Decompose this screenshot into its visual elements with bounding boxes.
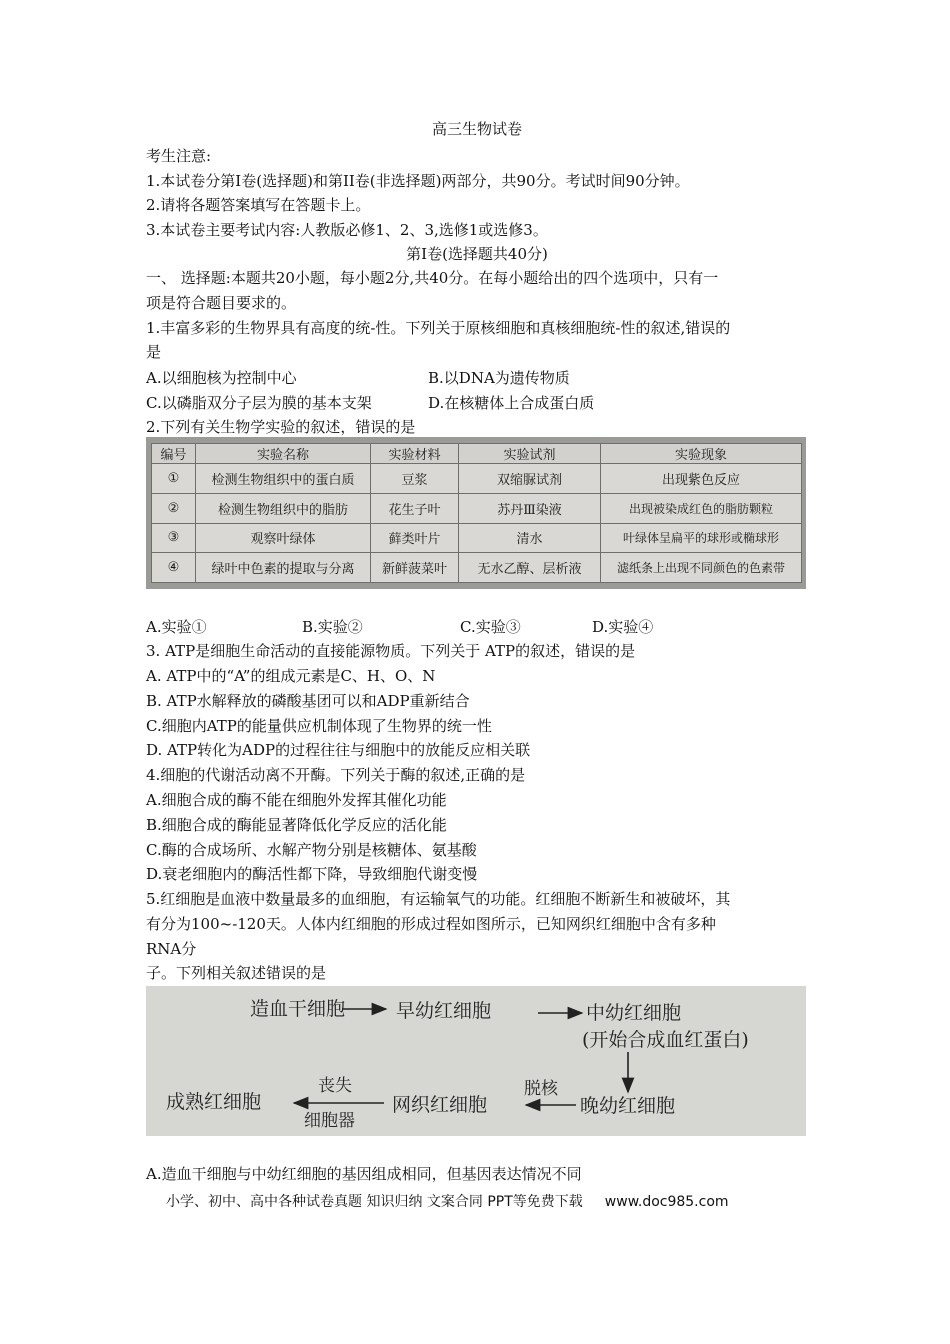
footer-site-link[interactable]: www.doc985.com bbox=[604, 1194, 729, 1210]
exam-title: 高三生物试卷 bbox=[431, 120, 522, 138]
question-5-stem: 子。下列相关叙述错误的是 bbox=[146, 964, 327, 982]
table-cell: 滤纸条上出现不同颜色的色素带 bbox=[601, 553, 802, 583]
section-intro: 一、 选择题:本题共20小题，每小题2分,共40分。在每小题给出的四个选项中，只有一 bbox=[146, 269, 719, 287]
table-cell: 绿叶中色素的提取与分离 bbox=[196, 553, 371, 583]
table-cell: 豆浆 bbox=[371, 464, 459, 494]
table-header: 编号 bbox=[152, 444, 196, 464]
node-early-erythroblast: 早幼红细胞 bbox=[396, 1000, 492, 1022]
label-lose: 丧失 bbox=[318, 1076, 352, 1096]
notice-heading: 考生注意: bbox=[146, 147, 212, 165]
table-cell: ② bbox=[152, 493, 196, 523]
table-header: 实验试剂 bbox=[459, 444, 601, 464]
notice-item: 2.请将各题答案填写在答题卡上。 bbox=[146, 196, 371, 214]
table-row bbox=[152, 464, 802, 494]
table-cell: 检测生物组织中的蛋白质 bbox=[196, 464, 371, 494]
table-row bbox=[152, 553, 802, 583]
table-cell: ① bbox=[152, 464, 196, 494]
table-cell: ③ bbox=[152, 523, 196, 553]
question-4-stem: 4.细胞的代谢活动离不开酶。下列关于酶的叙述,正确的是 bbox=[146, 766, 526, 784]
question-3-option-a: A. ATP中的“A”的组成元素是C、H、O、N bbox=[146, 667, 436, 685]
table-cell: 观察叶绿体 bbox=[196, 523, 371, 553]
node-hematopoietic-stem-cell: 造血干细胞 bbox=[250, 998, 346, 1020]
question-1-option-d: D.在核糖体上合成蛋白质 bbox=[428, 394, 595, 412]
question-2-option-d: D.实验④ bbox=[592, 618, 654, 636]
question-1-option-a: A.以细胞核为控制中心 bbox=[146, 369, 297, 387]
table-cell: 花生子叶 bbox=[371, 493, 459, 523]
table-header-row bbox=[152, 444, 802, 464]
notice-item: 3.本试卷主要考试内容:人教版必修1、2、3,选修1或选修3。 bbox=[146, 221, 548, 239]
table-cell: 叶绿体呈扁平的球形或椭球形 bbox=[601, 523, 802, 553]
node-late-erythroblast: 晚幼红细胞 bbox=[580, 1095, 676, 1117]
node-middle-erythroblast: 中幼红细胞 bbox=[586, 1002, 682, 1024]
question-1-stem: 是 bbox=[146, 343, 162, 361]
question-2-stem: 2.下列有关生物学实验的叙述，错误的是 bbox=[146, 418, 416, 436]
table-cell: 新鲜菠菜叶 bbox=[371, 553, 459, 583]
table-cell: 藓类叶片 bbox=[371, 523, 459, 553]
question-2-option-c: C.实验③ bbox=[460, 618, 521, 636]
question-3-stem: 3. ATP是细胞生命活动的直接能源物质。下列关于 ATP的叙述，错误的是 bbox=[146, 642, 636, 660]
question-2-option-a: A.实验① bbox=[146, 618, 207, 636]
node-mature-erythrocyte: 成熟红细胞 bbox=[166, 1091, 262, 1113]
question-2-option-b: B.实验② bbox=[302, 618, 363, 636]
table-cell: 清水 bbox=[459, 523, 601, 553]
question-4-option-d: D.衰老细胞内的酶活性都下降，导致细胞代谢变慢 bbox=[146, 865, 478, 883]
question-5-option-a: A.造血干细胞与中幼红细胞的基因组成相同，但基因表达情况不同 bbox=[146, 1165, 582, 1183]
question-1-option-b: B.以DNA为遗传物质 bbox=[428, 369, 570, 387]
table-cell: 出现被染成红色的脂肪颗粒 bbox=[601, 493, 802, 523]
node-reticulocyte: 网织红细胞 bbox=[392, 1094, 488, 1116]
question-4-option-c: C.酶的合成场所、水解产物分别是核糖体、氨基酸 bbox=[146, 841, 477, 859]
table-header: 实验材料 bbox=[371, 444, 459, 464]
label-enucleation: 脱核 bbox=[524, 1079, 558, 1099]
table-row bbox=[152, 523, 802, 553]
section-intro: 项是符合题目要求的。 bbox=[146, 294, 297, 312]
footer bbox=[166, 1192, 729, 1212]
table-header: 实验名称 bbox=[196, 444, 371, 464]
table-row bbox=[152, 493, 802, 523]
table-cell: 苏丹Ⅲ染液 bbox=[459, 493, 601, 523]
question-3-option-b: B. ATP水解释放的磷酸基团可以和ADP重新结合 bbox=[146, 692, 470, 710]
question-4-option-a: A.细胞合成的酶不能在细胞外发挥其催化功能 bbox=[146, 791, 447, 809]
table-cell: 检测生物组织中的脂肪 bbox=[196, 493, 371, 523]
erythrocyte-formation-diagram bbox=[146, 986, 806, 1136]
question-1-stem: 1.丰富多彩的生物界具有高度的统-性。下列关于原核细胞和真核细胞统-性的叙述,错误的 bbox=[146, 319, 731, 337]
question-4-option-b: B.细胞合成的酶能显著降低化学反应的活化能 bbox=[146, 816, 447, 834]
table-cell: ④ bbox=[152, 553, 196, 583]
notice-item: 1.本试卷分第I卷(选择题)和第II卷(非选择题)两部分，共90分。考试时间90分钟。 bbox=[146, 172, 690, 190]
label-organelle: 细胞器 bbox=[304, 1111, 355, 1131]
node-middle-note: (开始合成血红蛋白) bbox=[582, 1029, 749, 1051]
question-5-stem: RNA分 bbox=[146, 940, 197, 958]
table-cell: 无水乙醇、层析液 bbox=[459, 553, 601, 583]
question-5-stem: 有分为100~-120天。人体内红细胞的形成过程如图所示，已知网织红细胞中含有多种 bbox=[146, 915, 716, 933]
footer-text: 小学、初中、高中各种试卷真题 知识归纳 文案合同 PPT等免费下载 bbox=[166, 1194, 583, 1210]
question-5-stem: 5.红细胞是血液中数量最多的血细胞，有运输氧气的功能。红细胞不断新生和被破坏，其 bbox=[146, 890, 731, 908]
table-header: 实验现象 bbox=[601, 444, 802, 464]
question-1-option-c: C.以磷脂双分子层为膜的基本支架 bbox=[146, 394, 372, 412]
experiment-table bbox=[151, 443, 802, 583]
question-3-option-c: C.细胞内ATP的能量供应机制体现了生物界的统一性 bbox=[146, 717, 492, 735]
section-title: 第I卷(选择题共40分) bbox=[406, 245, 548, 263]
experiment-table-image bbox=[146, 437, 806, 589]
table-cell: 双缩脲试剂 bbox=[459, 464, 601, 494]
table-cell: 出现紫色反应 bbox=[601, 464, 802, 494]
question-3-option-d: D. ATP转化为ADP的过程往往与细胞中的放能反应相关联 bbox=[146, 741, 531, 759]
